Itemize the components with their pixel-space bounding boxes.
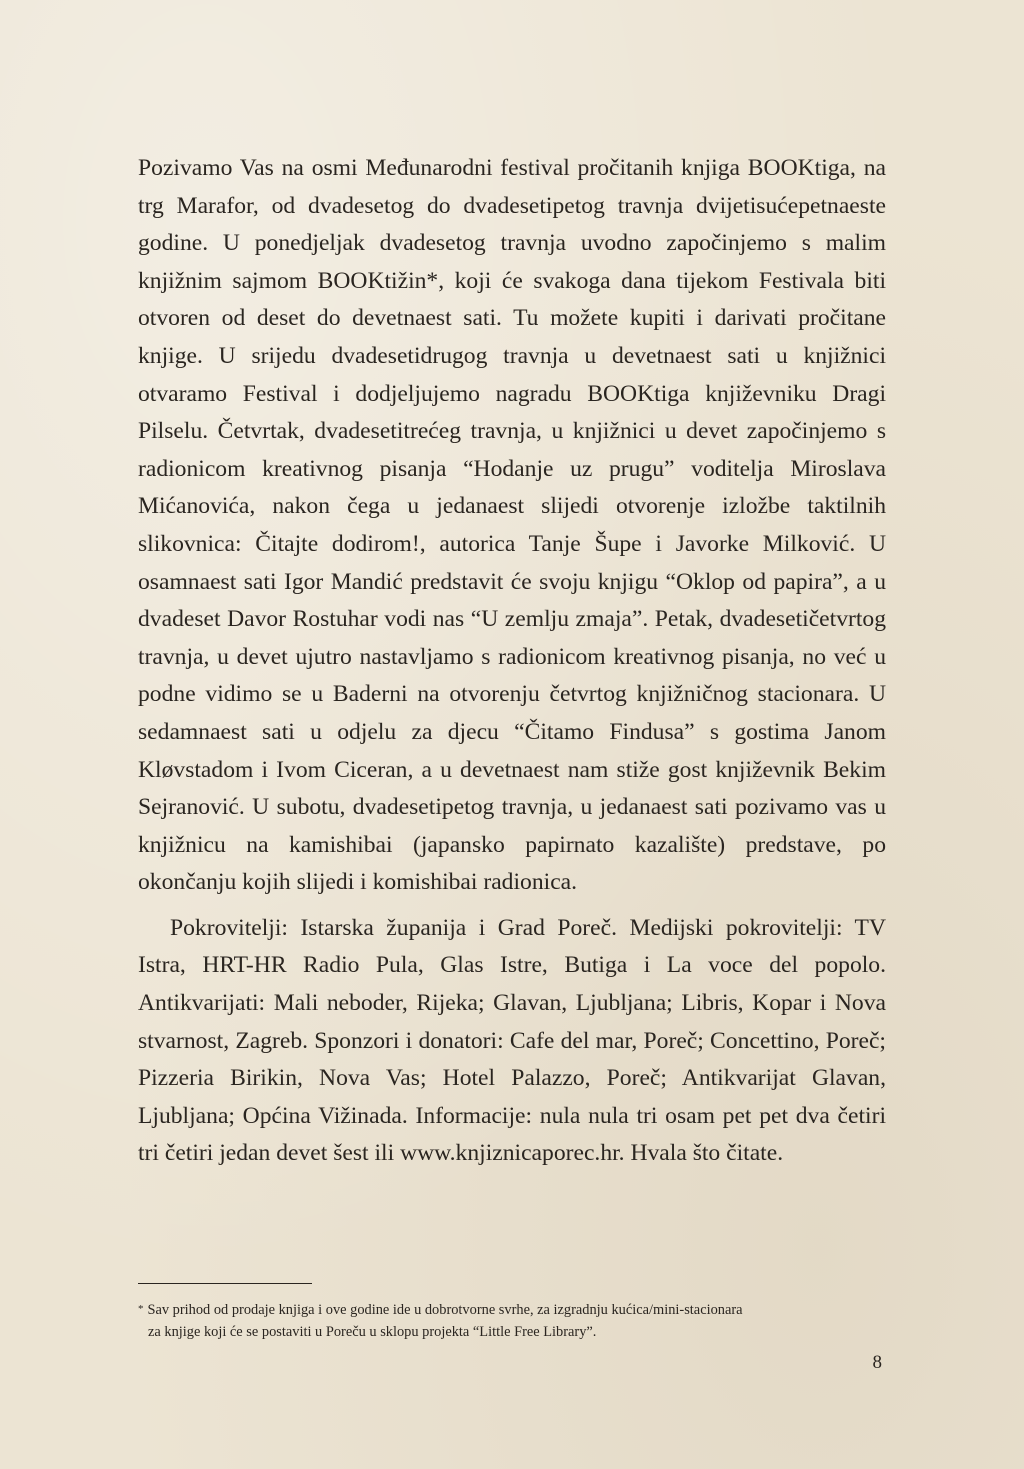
footnote-line-1: Sav prihod od prodaje knjiga i ove godine ide u dobrotvorne svrhe, za izgradnju kućica/mini-stacionara	[147, 1302, 743, 1318]
footnote	[138, 1298, 898, 1343]
footnote-divider	[138, 1283, 312, 1284]
footnote-marker: *	[138, 1303, 144, 1315]
main-text	[138, 150, 886, 1173]
page-number: 8	[872, 1352, 882, 1373]
footnote-line-2: za knjige koji će se postaviti u Poreču u sklopu projekta “Little Free Library”.	[148, 1324, 597, 1340]
paragraph-sponsors: Pokrovitelji: Istarska županija i Grad Poreč. Medijski pokrovitelji: TV Istra, HRT-HR Radio Pula, Glas Istre, Butiga i La voce del popolo. Antikvarijati: Mali neboder, Rijeka; Glavan, Ljubljana; Libris, Kopar i Nova stvarnost, Zagreb. Sponzori i donatori: Cafe del mar, Poreč; Concettino, Poreč; Pizzeria Birikin, Nova Vas; Hotel Palazzo, Poreč; Antikvarijat Glavan, Ljubljana; Općina Vižinada. Informacije: nula nula tri osam pet pet dva četiri tri četiri jedan devet šest ili www.knjiznicaporec.hr. Hvala što čitate.	[138, 914, 886, 1167]
paragraph-invitation: Pozivamo Vas na osmi Međunarodni festival pročitanih knjiga BOOKtiga, na trg Marafor, od dvadesetog do dvadesetipetog travnja dvijetisućepetnaeste godine. U ponedjeljak dvadesetog travnja uvodno započinjemo s malim knjižnim sajmom BOOKtižin*, koji će svakoga dana tijekom Festivala biti otvoren od deset do devetnaest sati. Tu možete kupiti i darivati pročitane knjige. U srijedu dvadesetidrugog travnja u devetnaest sati u knjižnici otvaramo Festival i dodjeljujemo nagradu BOOKtiga književniku Dragi Pilselu. Četvrtak, dvadesetitrećeg travnja, u knjižnici u devet započinjemo s radionicom kreativnog pisanja “Hodanje uz prugu” voditelja Miroslava Mićanovića, nakon čega u jedanaest slijedi otvorenje izložbe taktilnih slikovnica: Čitajte dodirom!, autorica Tanje Šupe i Javorke Milković. U osamnaest sati Igor Mandić predstavit će svoju knjigu “Oklop od papira”, a u dvadeset Davor Rostuhar vodi nas “U zemlju zmaja”. Petak, dvadesetičetvrtog travnja, u devet ujutro nastavljamo s radionicom kreativnog pisanja, no već u podne vidimo se u Baderni na otvorenju četvrtog knjižničnog stacionara. U sedamnaest sati u odjelu za djecu “Čitamo Findusa” s gostima Janom Kløvstadom i Ivom Ciceran, a u devetnaest nam stiže gost književnik Bekim Sejranović. U subotu, dvadesetipetog travnja, u jedanaest sati pozivamo vas u knjižnicu na kamishibai (japansko papirnato kazalište) predstave, po okončanju kojih slijedi i komishibai radionica.	[138, 155, 886, 896]
